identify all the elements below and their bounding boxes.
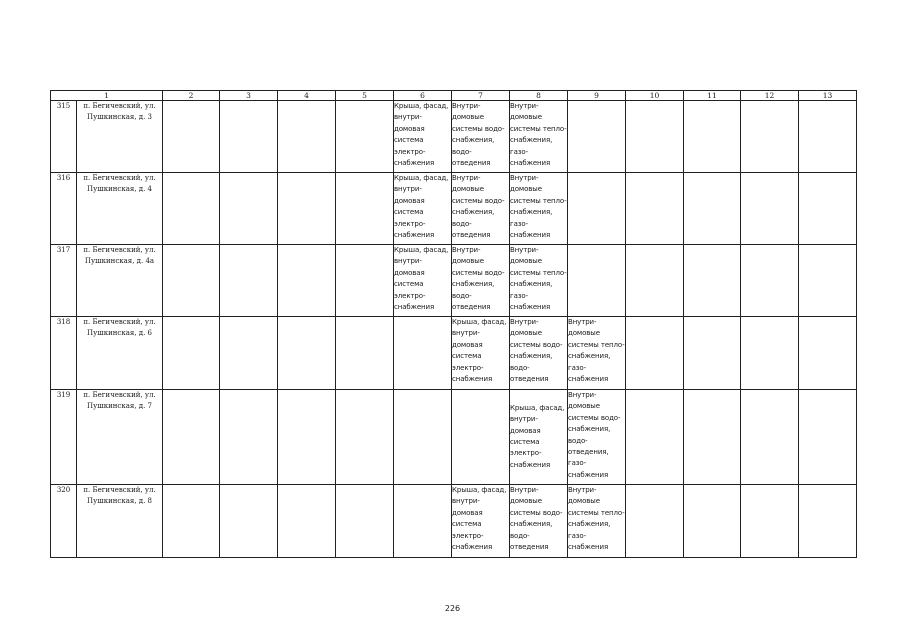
column-header: 11 [684,91,741,101]
work-line: домовые [568,402,600,411]
empty-cell-col-11 [684,245,741,317]
work-line: снабжения [568,470,609,479]
work-line: Внутри- [510,318,539,326]
work-line: Крыша, фасад, [510,403,565,412]
work-line: снабжения, [452,208,495,217]
work-line: водо- [452,147,472,156]
repair-schedule-table [50,90,857,558]
work-line: домовые [452,257,484,266]
column-header: 9 [568,91,626,101]
column-header: 8 [510,91,568,101]
empty-cell-col-13 [799,245,857,317]
work-line: домовые [510,257,542,266]
column-header: 13 [799,91,857,101]
work-line: системы тепло- [568,508,625,517]
work-line: Внутри- [452,246,481,254]
work-line: Внутри- [568,318,597,326]
work-line: системы водо- [452,124,505,133]
work-line: газо- [568,531,586,540]
empty-cell-col-12 [741,173,799,245]
row-number: 316 [51,173,77,245]
work-line: Крыша, фасад, [394,246,449,254]
work-cell-col-8 [510,390,568,485]
work-line: внутри- [452,329,480,338]
work-line: внутри- [394,113,422,122]
work-line: снабжения, [510,136,553,145]
empty-cell-col-4 [278,245,336,317]
work-line: системы тепло- [510,196,567,205]
address-cell: п. Бегичевский, ул. Пушкинская, д. 7 [77,390,163,485]
empty-cell-col-12 [741,485,799,558]
empty-cell-col-12 [741,390,799,485]
empty-cell-col-10 [626,317,684,390]
work-line: внутри- [452,497,480,506]
work-line: снабжения [394,231,435,240]
work-line: водо- [510,531,530,540]
work-line: домовая [394,124,425,133]
work-line: снабжения, [510,208,553,217]
header-row [51,91,857,101]
table-row [51,101,857,173]
work-line: система [394,208,424,217]
work-line: Внутри- [452,174,481,182]
work-line: снабжения, [568,352,611,361]
column-header: 4 [278,91,336,101]
empty-cell-col-13 [799,390,857,485]
empty-cell-col-11 [684,390,741,485]
work-cell-col-8 [510,245,568,317]
empty-cell-col-10 [626,245,684,317]
work-line: электро- [452,531,484,540]
empty-cell-col-10 [626,485,684,558]
work-line: отведения [510,543,549,552]
work-line: газо- [510,219,528,228]
work-cell-col-9 [568,485,626,558]
row-number: 319 [51,390,77,485]
empty-cell-col-6 [394,390,452,485]
empty-cell-col-13 [799,485,857,558]
empty-cell-col-6 [394,485,452,558]
work-line: внутри- [394,257,422,266]
work-line: снабжения [510,460,551,469]
work-cell-col-9 [568,317,626,390]
empty-cell-col-10 [626,173,684,245]
empty-cell-col-12 [741,317,799,390]
address-cell: п. Бегичевский, ул. Пушкинская, д. 4 [77,173,163,245]
empty-cell-col-3 [220,485,278,558]
empty-cell-col-4 [278,317,336,390]
work-line: газо- [510,291,528,300]
column-header: 12 [741,91,799,101]
empty-cell-col-7 [452,390,510,485]
empty-cell-col-2 [163,485,220,558]
work-cell-col-6 [394,173,452,245]
column-header: 3 [220,91,278,101]
work-line: снабжения [510,159,551,168]
column-header: 6 [394,91,452,101]
empty-cell-col-5 [336,390,394,485]
work-line: водо- [510,363,530,372]
work-line: Крыша, фасад, [452,318,507,326]
work-line: Внутри- [452,102,481,110]
table-row [51,245,857,317]
row-number: 320 [51,485,77,558]
address-cell: п. Бегичевский, ул. Пушкинская, д. 4а [77,245,163,317]
work-line: Крыша, фасад, [394,174,449,182]
column-header: 1 [51,91,163,101]
empty-cell-col-10 [626,390,684,485]
work-line: системы тепло- [568,340,625,349]
work-line: электро- [452,363,484,372]
work-line: Внутри- [568,391,597,399]
work-line: Внутри- [510,174,539,182]
work-line: снабжения, [510,280,553,289]
work-line: Внутри- [568,486,597,494]
empty-cell-col-11 [684,173,741,245]
work-line: снабжения, [452,280,495,289]
work-line: домовые [510,185,542,194]
work-line: домовые [452,185,484,194]
work-line: система [452,352,482,361]
work-line: домовые [568,329,600,338]
row-number: 315 [51,101,77,173]
work-line: снабжения [452,543,493,552]
work-line: Внутри- [510,246,539,254]
empty-cell-col-11 [684,317,741,390]
empty-cell-col-4 [278,390,336,485]
work-line: системы водо- [510,340,563,349]
empty-cell-col-4 [278,485,336,558]
empty-cell-col-9 [568,173,626,245]
work-line: система [394,280,424,289]
address-cell: п. Бегичевский, ул. Пушкинская, д. 8 [77,485,163,558]
work-line: снабжения, [568,425,611,434]
address-cell: п. Бегичевский, ул. Пушкинская, д. 3 [77,101,163,173]
empty-cell-col-5 [336,245,394,317]
work-cell-col-7 [452,173,510,245]
work-line: электро- [394,147,426,156]
work-line: внутри- [394,185,422,194]
empty-cell-col-13 [799,101,857,173]
work-cell-col-7 [452,245,510,317]
work-line: снабжения [452,375,493,384]
empty-cell-col-5 [336,317,394,390]
work-line: системы водо- [568,413,621,422]
row-number: 318 [51,317,77,390]
work-line: домовые [568,497,600,506]
schedule-sheet [50,90,856,558]
empty-cell-col-5 [336,485,394,558]
work-line: водо- [452,291,472,300]
work-cell-col-6 [394,245,452,317]
empty-cell-col-3 [220,390,278,485]
empty-cell-col-6 [394,317,452,390]
column-header: 5 [336,91,394,101]
work-line: домовые [510,497,542,506]
table-row [51,485,857,558]
work-line: водо- [452,219,472,228]
empty-cell-col-13 [799,317,857,390]
work-line: отведения [452,303,491,312]
work-line: снабжения, [510,520,553,529]
work-line: домовые [510,113,542,122]
work-cell-col-8 [510,485,568,558]
work-line: снабжения [394,159,435,168]
work-line: снабжения [394,303,435,312]
work-line: газо- [568,459,586,468]
work-line: снабжения [568,375,609,384]
empty-cell-col-2 [163,245,220,317]
work-cell-col-8 [510,173,568,245]
work-line: системы водо- [452,268,505,277]
column-header: 7 [452,91,510,101]
work-line: электро- [394,219,426,228]
work-line: Крыша, фасад, [452,486,507,494]
work-line: домовые [452,113,484,122]
empty-cell-col-9 [568,101,626,173]
work-line: домовая [452,340,483,349]
work-line: электро- [510,449,542,458]
work-cell-col-7 [452,317,510,390]
work-line: домовая [510,426,541,435]
empty-cell-col-10 [626,101,684,173]
work-line: система [510,438,540,446]
table-row [51,390,857,485]
work-cell-col-7 [452,485,510,558]
work-line: система [452,520,482,529]
row-number: 317 [51,245,77,317]
work-line: снабжения, [452,136,495,145]
work-line: Внутри- [510,102,539,110]
empty-cell-col-4 [278,101,336,173]
work-line: домовая [452,508,483,517]
empty-cell-col-13 [799,173,857,245]
work-line: отведения [510,375,549,384]
work-line: отведения, [568,448,609,457]
empty-cell-col-3 [220,245,278,317]
work-cell-col-8 [510,317,568,390]
empty-cell-col-2 [163,317,220,390]
work-line: газо- [568,363,586,372]
empty-cell-col-3 [220,101,278,173]
work-line: снабжения, [510,352,553,361]
column-header: 10 [626,91,684,101]
empty-cell-col-2 [163,101,220,173]
empty-cell-col-5 [336,173,394,245]
work-line: отведения [452,231,491,240]
empty-cell-col-11 [684,101,741,173]
address-cell: п. Бегичевский, ул. Пушкинская, д. 6 [77,317,163,390]
work-cell-col-7 [452,101,510,173]
work-line: системы водо- [452,196,505,205]
work-line: Внутри- [510,486,539,494]
work-line: газо- [510,147,528,156]
work-line: снабжения [510,303,551,312]
empty-cell-col-2 [163,173,220,245]
work-cell-col-6 [394,101,452,173]
work-line: система [394,136,424,145]
work-line: внутри- [510,415,538,424]
work-cell-col-8 [510,101,568,173]
work-line: водо- [568,436,588,445]
work-line: снабжения [568,543,609,552]
work-line: снабжения [510,231,551,240]
work-line: домовая [394,196,425,205]
work-cell-col-9 [568,390,626,485]
work-line: системы водо- [510,508,563,517]
empty-cell-col-5 [336,101,394,173]
empty-cell-col-3 [220,317,278,390]
empty-cell-col-2 [163,390,220,485]
page-number: 226 [444,604,461,613]
work-line: отведения [452,159,491,168]
work-line: системы тепло- [510,124,567,133]
table-row [51,317,857,390]
empty-cell-col-11 [684,485,741,558]
table-body [51,101,857,558]
work-line: домовая [394,268,425,277]
work-line: системы тепло- [510,268,567,277]
work-line: домовые [510,329,542,338]
empty-cell-col-12 [741,245,799,317]
work-line: снабжения, [568,520,611,529]
work-line: электро- [394,291,426,300]
table-row [51,173,857,245]
empty-cell-col-12 [741,101,799,173]
column-header: 2 [163,91,220,101]
empty-cell-col-3 [220,173,278,245]
empty-cell-col-9 [568,245,626,317]
empty-cell-col-4 [278,173,336,245]
work-line: Крыша, фасад, [394,102,449,110]
